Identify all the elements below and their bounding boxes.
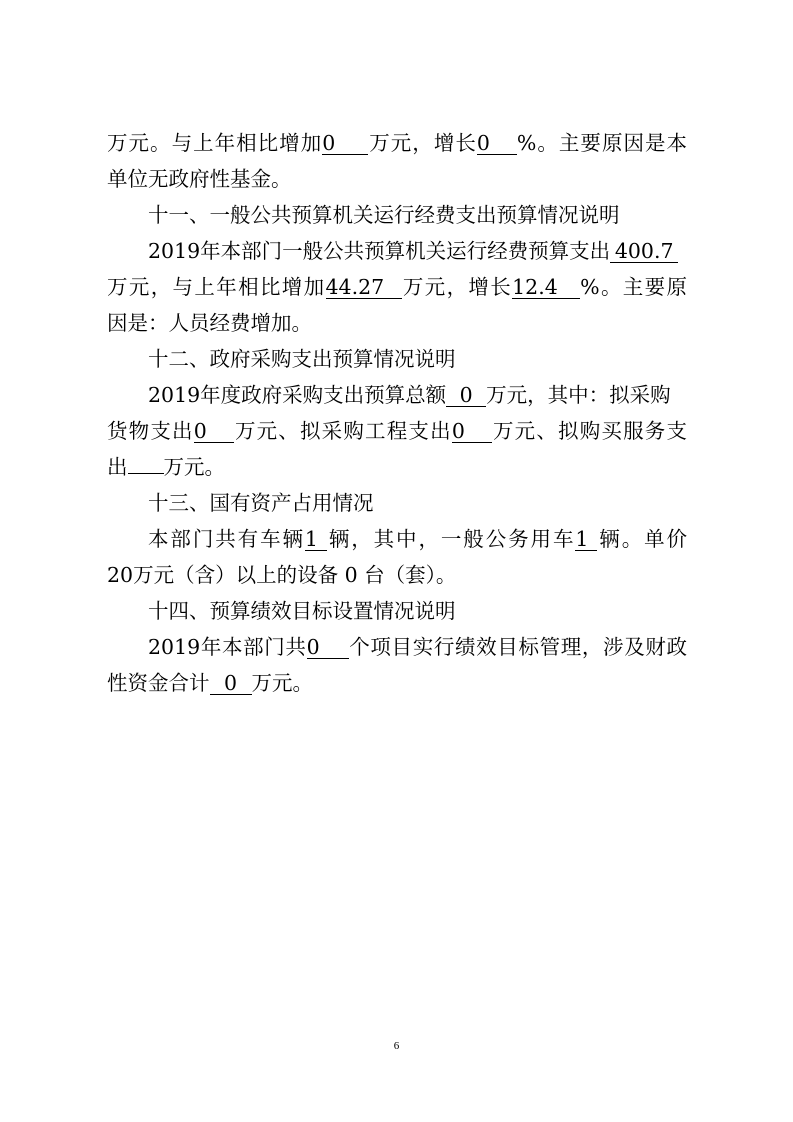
section-heading-13	[107, 485, 687, 521]
paragraph-line	[107, 377, 687, 413]
text-segment: 万元。	[163, 455, 225, 479]
text-segment: 万元，其中：拟采购	[486, 383, 671, 407]
filled-blank: 0	[477, 132, 517, 155]
page-number: 6	[393, 1040, 400, 1052]
text-segment: 万元，增长	[401, 275, 513, 299]
text-segment: 货物支出	[107, 419, 194, 443]
filled-blank: 0	[446, 384, 486, 407]
text-segment: 万元，与上年相比增加	[107, 275, 326, 299]
text-segment: 出	[107, 455, 128, 479]
paragraph-line	[107, 233, 687, 269]
paragraph-line	[107, 665, 687, 701]
filled-blank: 1	[575, 528, 597, 551]
paragraph-line	[107, 521, 687, 557]
text-segment: %。主要原因是本	[516, 131, 688, 155]
heading-text: 十三、国有资产占用情况	[148, 491, 374, 515]
text-segment: 2019年度政府采购支出预算总额	[148, 383, 447, 407]
filled-blank: 0	[322, 132, 368, 155]
text-segment: 万元，增长	[368, 131, 477, 155]
paragraph-line	[107, 557, 687, 593]
heading-text: 十四、预算绩效目标设置情况说明	[148, 599, 456, 623]
text-segment: 辆，其中，一般公务用车	[326, 527, 576, 551]
text-segment: 个项目实行绩效目标管理，涉及财政	[348, 635, 688, 659]
text-segment: 万元、拟购买服务支	[491, 419, 687, 443]
filled-blank: 0	[452, 420, 492, 443]
document-body	[107, 125, 687, 701]
filled-blank: 0	[194, 420, 234, 443]
filled-blank: 0	[307, 636, 349, 659]
paragraph-line	[107, 413, 687, 449]
heading-text: 十一、一般公共预算机关运行经费支出预算情况说明	[148, 203, 620, 227]
filled-blank: 12.4	[512, 276, 580, 299]
filled-blank: 400.7	[610, 240, 678, 263]
paragraph-line	[107, 269, 687, 305]
paragraph-line	[107, 305, 687, 341]
text-segment: 辆。单价	[597, 527, 688, 551]
text-segment: 单位无政府性基金。	[107, 167, 292, 191]
empty-blank	[128, 451, 164, 474]
paragraph-line	[107, 629, 687, 665]
section-heading-11	[107, 197, 687, 233]
paragraph-line	[107, 161, 687, 197]
heading-text: 十二、政府采购支出预算情况说明	[148, 347, 456, 371]
text-segment: 因是：人员经费增加。	[107, 311, 312, 335]
filled-blank: 1	[305, 528, 327, 551]
paragraph-line	[107, 449, 687, 485]
text-segment: 2019年本部门一般公共预算机关运行经费预算支出	[148, 239, 611, 263]
text-segment: %。主要原	[580, 275, 688, 299]
filled-blank: 44.27	[326, 276, 402, 299]
text-segment: 本部门共有车辆	[148, 527, 305, 551]
text-segment: 性资金合计	[107, 671, 210, 695]
text-segment: 万元。与上年相比增加	[107, 131, 323, 155]
filled-blank: 0	[210, 672, 252, 695]
section-heading-12	[107, 341, 687, 377]
text-segment: 万元、拟采购工程支出	[233, 419, 452, 443]
text-segment: 万元。	[251, 671, 313, 695]
section-heading-14	[107, 593, 687, 629]
text-segment: 20万元（含）以上的设备 0 台（套）。	[107, 563, 457, 587]
paragraph-line	[107, 125, 687, 161]
text-segment: 2019年本部门共	[148, 635, 307, 659]
